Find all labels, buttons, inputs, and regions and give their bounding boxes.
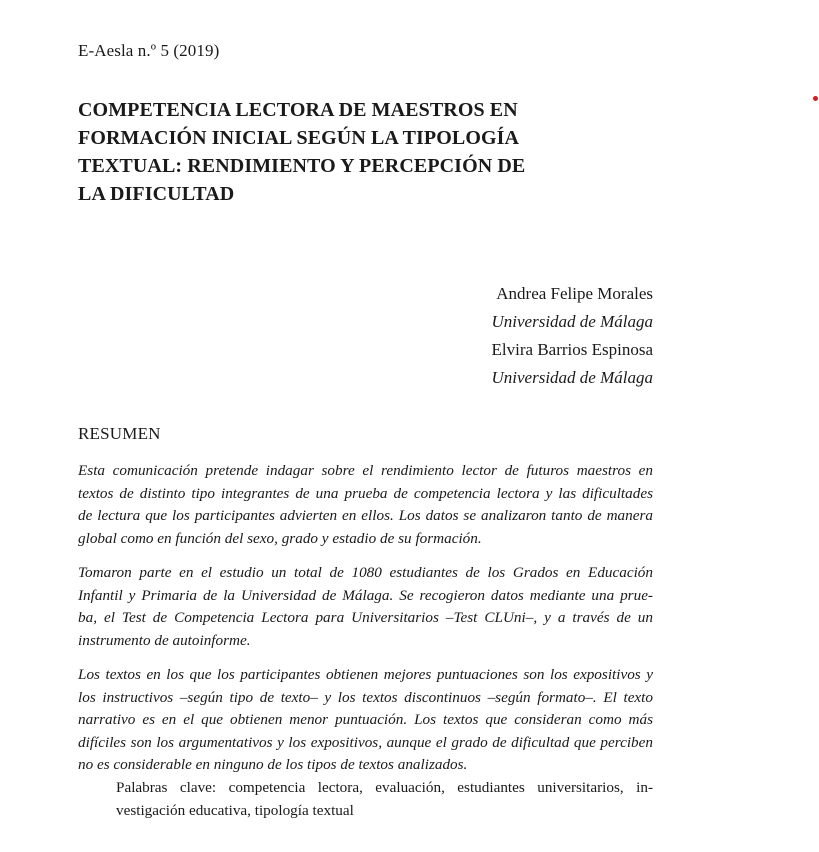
abstract-line: no es considerable en ninguno de los tipos de textos analizados. (78, 756, 468, 773)
abstract-line: Infantil y Primaria de la Universidad de Málaga. Se recogieron datos mediante una prue- (78, 586, 653, 604)
title-line: FORMACIÓN INICIAL SEGÚN LA TIPOLOGÍA (78, 127, 520, 149)
abstract-line: difíciles son los argumentativos y los expositivos, aunque el grado de dificultad que perciben (78, 733, 653, 751)
author-name: Elvira Barrios Espinosa (491, 340, 653, 359)
abstract-line: los instructivos –según tipo de texto– y los textos discontinuos –según formato–. El texto (78, 688, 653, 706)
abstract-line: global como en función del sexo, grado y estadio de su formación. (78, 529, 482, 547)
abstract-paragraph (78, 664, 653, 777)
abstract-line: Esta comunicación pretende indagar sobre el rendimiento lector de futuros maestros en (78, 462, 653, 479)
abstract-line: ba, el Test de Competencia Lectora para Universitarios –Test CLUni–, y a través de un (78, 609, 653, 626)
title-line: COMPETENCIA LECTORA DE MAESTROS EN (78, 99, 518, 121)
author-affiliation: Universidad de Málaga (491, 368, 653, 387)
abstract-line: Los textos en los que los participantes obtienen mejores puntuaciones son los expositivos y (78, 666, 653, 683)
abstract-paragraph (78, 562, 653, 652)
author-name: Andrea Felipe Morales (496, 284, 653, 303)
journal-header: E-Aesla n.º 5 (2019) (78, 41, 220, 60)
abstract-line: Tomaron parte en el estudio un total de 1080 estudiantes de los Grados en Educación (78, 564, 653, 581)
abstract-line: instrumento de autoinforme. (78, 631, 251, 649)
abstract-heading: RESUMEN (78, 424, 161, 443)
title-line: LA DIFICULTAD (78, 183, 235, 205)
author-affiliation: Universidad de Málaga (491, 312, 653, 331)
red-marker-dot (813, 96, 818, 101)
abstract-paragraph (78, 460, 653, 550)
abstract-line: narrativo es en el que obtienen menor puntuación. Los textos que consideran como más (78, 711, 653, 728)
author-block (492, 280, 653, 392)
keywords-block (116, 777, 653, 822)
abstract-body (78, 460, 653, 789)
keywords-line: Palabras clave: competencia lectora, evaluación, estudiantes universitarios, in- (116, 779, 653, 796)
paper-title (78, 96, 578, 208)
abstract-line: textos de distinto tipo integrantes de una prueba de competencia lectora y las dificultades (78, 484, 653, 502)
title-line: TEXTUAL: RENDIMIENTO Y PERCEPCIÓN DE (78, 155, 526, 177)
abstract-line: de lectura que los participantes advierten en ellos. Los datos se analizaron tanto de manera (78, 507, 653, 524)
keywords-line: vestigación educativa, tipología textual (116, 801, 354, 819)
